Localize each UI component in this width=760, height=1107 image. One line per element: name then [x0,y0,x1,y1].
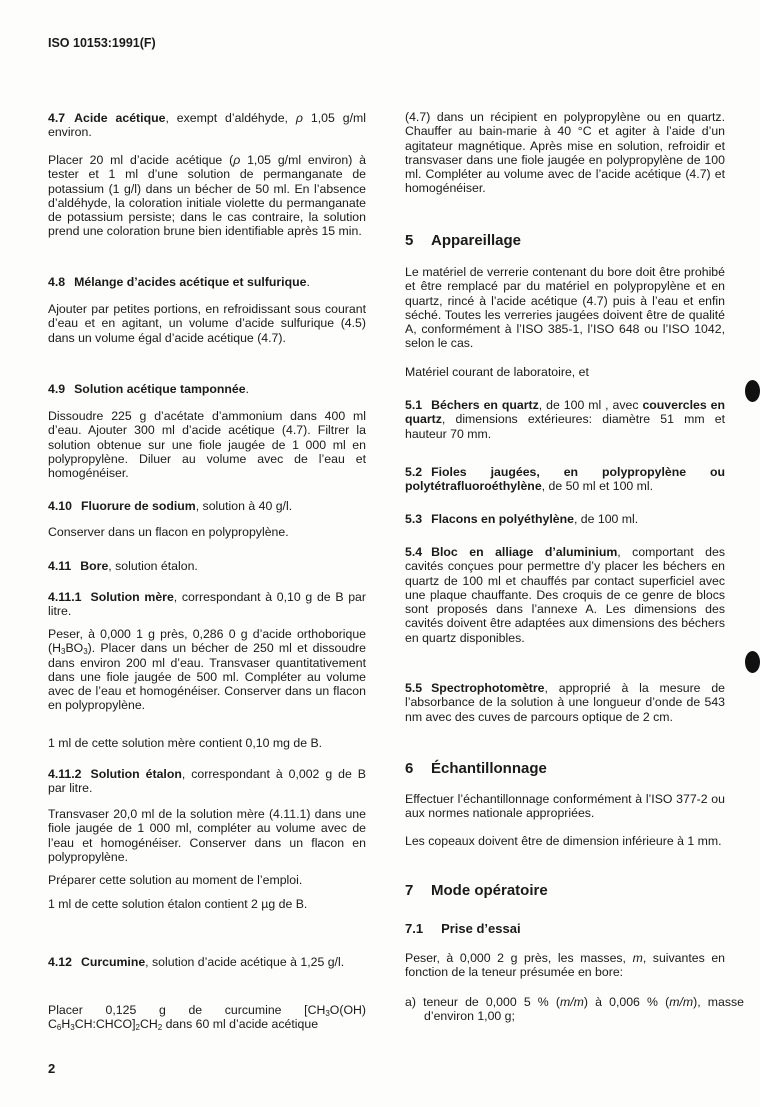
body-paragraph [48,153,366,239]
clause-number: 4.8 [48,275,66,289]
body-paragraph [405,995,744,1024]
clause-paragraph [405,465,725,494]
body-paragraph [48,873,366,887]
text-run: , de 50 ml et 100 ml. [541,479,654,494]
text-run: BO [65,641,84,656]
body-paragraph [48,736,366,750]
body-paragraph [405,951,725,980]
text-run: H [61,1017,71,1032]
clause-paragraph [48,382,366,396]
text-run: . [306,275,310,289]
section-heading [405,760,725,777]
subscript: 3 [325,1009,330,1018]
text-run: Matériel courant de laboratoire, et [405,365,589,379]
clause-paragraph [405,681,725,724]
text-run: ρ [295,111,303,125]
text-run: m/m [669,995,694,1009]
clause-paragraph [48,767,366,796]
clause-paragraph [405,512,725,526]
text-run: 1,05 g/ml environ. [48,111,366,140]
clause-number: 5.2 [405,465,423,479]
text-run: Béchers en quartz [431,398,539,412]
text-run: a) teneur de 0,000 5 % ( [405,995,560,1009]
text-run: , solution d’acide acétique à 1,25 g/l. [145,955,345,969]
clause-paragraph [405,545,725,645]
text-run: , dimensions extérieures: diamètre 51 mm et hauteur 70 mm. [405,412,725,441]
text-run: Fluorure de sodium [80,499,196,513]
text-run: ). Placer dans un bécher de 250 ml et dissoudre dans environ 200 ml d’eau. Transvaser quantitativement dans une fiole jaugée de 500 ml. Compléter au volume avec de l’eau et homogénéiser. Conserver dans un flacon en polypropylène. [48,641,366,713]
clause-number: 4.11 [48,559,72,573]
text-run: . [245,382,250,396]
text-run: Peser, à 0,000 2 g près, les masses, [405,951,633,965]
text-run: 1,05 g/ml environ) à tester et 1 ml d’une solution de permanganate de potassium (1 g/l) dans un bécher de 50 ml. En l’absence d’aldéhyde, la coloration initiale violette du permanganate de potassium persiste; dans le cas contraire, la solution prend une coloration brune bien identifiable après 15 min. [48,153,366,239]
text-run: , de 100 ml , avec [538,398,643,412]
text-run: , solution étalon. [108,559,198,573]
text-run: Effectuer l’échantillonnage conformément à l’ISO 377-2 ou aux normes nationale appropriées. [405,792,725,821]
text-run: Solution mère [90,590,174,604]
clause-paragraph [48,590,366,619]
binder-hole-mark [745,651,760,673]
text-run: Placer 20 ml d’acide acétique ( [48,153,234,167]
text-run: , correspondant à 0,002 g de B par litre. [48,767,366,796]
clause-number: 4.10 [48,499,72,513]
text-run: Solution acétique tamponnée [74,382,246,396]
clause-paragraph [48,111,366,140]
body-paragraph [405,792,725,821]
text-run: (4.7) dans un récipient en polypropylène ou en quartz. Chauffer au bain-marie à 40 °C et agiter à l’aide d’un agitateur magnétique. Après mise en solution, refroidir et transvaser dans une fiole jaugée en polypropylène de 100 ml. Compléter au volume avec de l’acide acétique (4.7) et homogénéiser. [405,110,725,196]
body-paragraph [48,897,366,911]
text-run: Solution étalon [90,767,182,781]
text-run: CH [139,1017,158,1032]
page-number: 2 [48,1061,56,1076]
subscript: 2 [135,1023,140,1033]
text-run: Le matériel de verrerie contenant du bore doit être prohibé et être remplacé par du matériel en polypropylène et en quartz, rincé à l’acide acétique (4.7) puis à l’eau et enfin séché. Toutes les verreries jaugées doivent être de qualité A, conformément à l’ISO 385-1, l’ISO 648 ou l’ISO 1042, selon le cas. [405,265,725,351]
body-paragraph [405,365,725,379]
clause-paragraph [405,398,725,441]
section-title: Mode opératoire [431,882,548,899]
text-run: Bloc en alliage d’aluminium [431,545,618,559]
clause-paragraph [48,559,366,573]
text-run: Dissoudre 225 g d’acétate d’ammonium dans 400 ml d’eau. Ajouter 300 ml d’acide acétique (4.7). Filtrer la solution obtenue sur une fiole jaugée de 1 000 ml en polypropylène. Diluer au volume avec de l’eau et homogénéiser. [48,409,366,481]
section-number: 5 [405,232,414,249]
text-run: ρ [233,153,241,167]
text-run: Acide acétique [74,111,166,125]
subscript: 6 [56,1023,62,1033]
section-heading [405,232,725,249]
section-title: Échantillonnage [431,760,547,777]
text-run: Placer 0,125 g de curcumine [CH [48,1003,326,1017]
body-paragraph [48,1003,366,1032]
clause-number: 5.5 [405,681,423,695]
subsection-heading [405,921,725,936]
section-number: 7.1 [405,921,424,936]
section-heading [405,882,725,899]
text-run: Ajouter par petites portions, en refroidissant sous courant d’eau et en agitant, un volume d’acide sulfurique (4.5) dans un volume égal d’acide acétique (4.7). [48,302,366,345]
clause-number: 5.3 [405,512,423,526]
text-run: m/m [559,995,584,1009]
clause-number: 4.12 [48,955,72,969]
text-run: ), masse d’environ 1,00 g; [424,995,744,1024]
clause-number: 4.11.1 [48,590,82,604]
text-run: Transvaser 20,0 ml de la solution mère (4.11.1) dans une fiole jaugée de 1 000 ml, compléter au volume avec de l’eau et homogénéiser. Conserver dans un flacon en polypropylène. [48,807,366,864]
text-run: , exempt d’aldéhyde, [165,111,296,125]
text-run: Bore [80,559,109,573]
text-run: Les copeaux doivent être de dimension inférieure à 1 mm. [405,834,722,848]
text-run: Spectrophotomètre [431,681,545,695]
document-header: ISO 10153:1991(F) [48,36,156,50]
body-paragraph [405,110,725,196]
body-paragraph [48,807,366,864]
clause-number: 4.9 [48,382,66,396]
body-paragraph [48,525,366,539]
section-title: Prise d’essai [441,921,521,936]
section-number: 6 [405,760,414,777]
text-run: Peser, à 0,000 1 g près, 0,286 0 g d’acide orthoborique (H [48,627,366,656]
text-run: 1 ml de cette solution étalon contient 2 µg de B. [48,897,308,911]
text-run: couvercles en quartz [405,398,725,427]
clause-number: 4.7 [48,111,66,125]
text-run: ) à 0,006 % ( [583,995,670,1009]
body-paragraph [405,265,725,351]
body-paragraph [48,627,366,713]
clause-number: 5.4 [405,545,423,559]
text-run: Curcumine [80,955,146,969]
text-run: , correspondant à 0,10 g de B par litre. [48,590,366,619]
text-run: Fioles jaugées, en polypropylène ou polytétrafluoroéthylène [405,465,725,494]
text-run: Conserver dans un flacon en polypropylène. [48,525,289,539]
text-run: O(OH) C [48,1003,366,1032]
subscript: 3 [60,647,66,657]
clause-paragraph [48,499,366,513]
text-run: , de 100 ml. [573,512,639,526]
text-run: Préparer cette solution au moment de l’emploi. [48,873,303,887]
text-run: Mélange d’acides acétique et sulfurique [74,275,307,289]
text-run: , approprié à la mesure de l’absorbance de la solution à une longueur d’onde de 543 nm avec des cuves de parcours optique de 2 cm. [405,681,725,724]
text-run: CH:CHCO] [74,1017,136,1032]
clause-paragraph [48,275,366,289]
text-run: , solution à 40 g/l. [195,499,293,513]
clause-number: 5.1 [405,398,423,412]
text-run: 1 ml de cette solution mère contient 0,10 mg de B. [48,736,323,750]
binder-hole-mark [745,380,760,402]
text-run: m [632,951,643,965]
subscript: 3 [83,647,88,657]
body-paragraph [405,834,725,848]
text-run: dans 60 ml d’acide acétique [162,1017,319,1032]
section-number: 7 [405,882,414,899]
text-run: , suivantes en fonction de la teneur présumée en bore: [405,951,725,980]
body-paragraph [48,302,366,345]
text-run: , comportant des cavités conçues pour permettre d’y placer les béchers en quartz de 100 ml et chauffés par contact superficiel avec une plaque chauffante. Des croquis de ce genre de blocs sont proposés dans l’annexe A. Les dimensions des cavités doivent être adaptées aux dimensions des béchers en quartz disponibles. [405,545,725,645]
body-paragraph [48,409,366,480]
subscript: 2 [157,1023,163,1033]
clause-number: 4.11.2 [48,767,82,781]
clause-paragraph [48,955,366,969]
section-title: Appareillage [431,232,522,249]
text-run: Flacons en polyéthylène [431,512,574,526]
subscript: 3 [70,1023,75,1033]
